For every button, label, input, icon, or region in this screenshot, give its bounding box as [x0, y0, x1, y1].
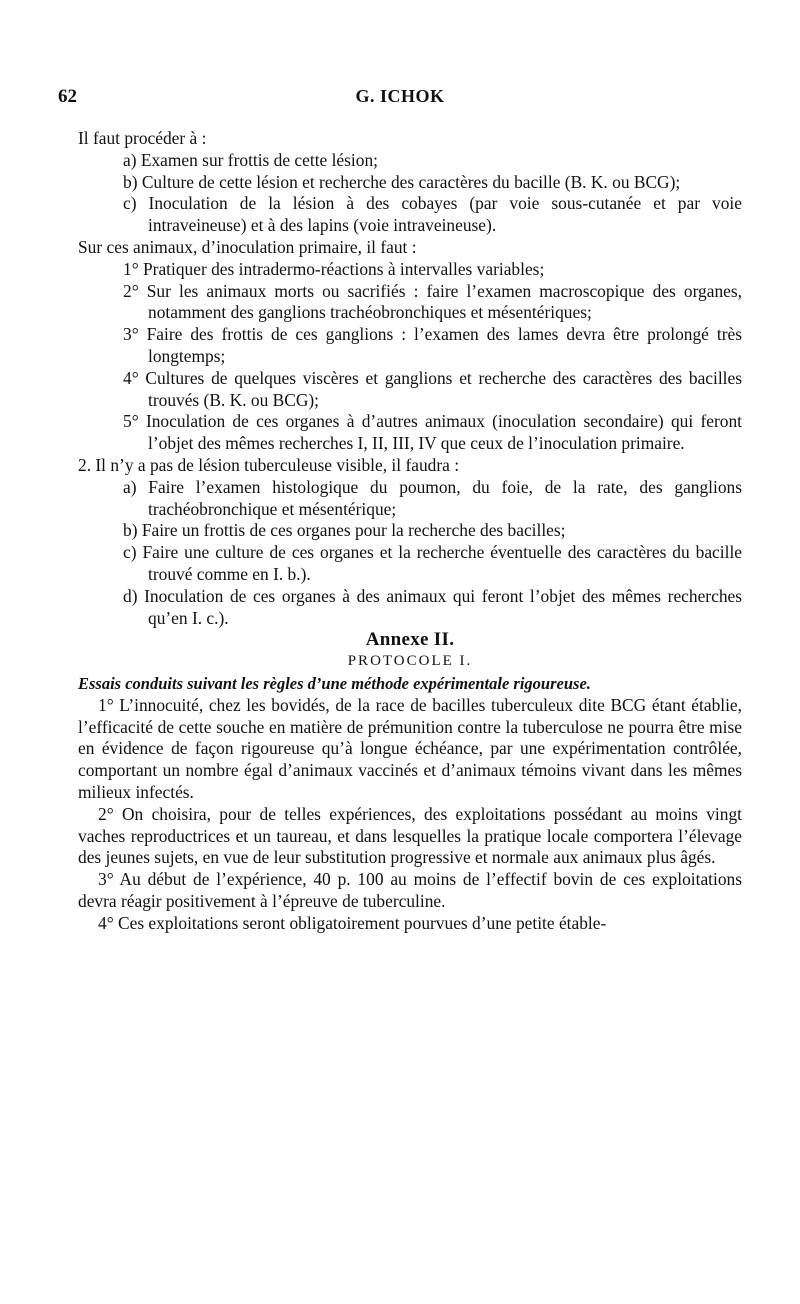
section2-intro: 2. Il n’y a pas de lésion tuberculeuse visible, il faudra :: [78, 454, 460, 475]
section1b-intro: Sur ces animaux, d’inoculation primaire, il faut :: [78, 236, 417, 257]
section2-item-d: d) Inoculation de ces organes à des animaux qui feront l’objet des mêmes recherches qu’en I. c.).: [123, 585, 742, 628]
section2-item-c: c) Faire une culture de ces organes et la recherche éventuelle des caractères du bacille trouvé comme en I. b.).: [123, 542, 742, 584]
section1b-item-3: 3° Faire des frottis de ces ganglions : l’examen des lames devra être prolongé très longtemps;: [123, 324, 742, 366]
section1-item-c: c) Inoculation de la lésion à des cobayes (par voie sous-cutanée et par voie intraveineuse) et à des lapins (voie intraveineuse).: [123, 193, 742, 236]
page-number: 62: [58, 86, 77, 107]
section2-item-b: b) Faire un frottis de ces organes pour la recherche des bacilles;: [123, 520, 566, 541]
protocole-heading: PROTOCOLE I.: [347, 653, 473, 670]
running-head: G. ICHOK: [355, 86, 445, 106]
section1b-item-2: 2° Sur les animaux morts ou sacrifiés : faire l’examen macroscopique des organes, notamment des ganglions trachéobronchiques et mésentériques;: [123, 280, 742, 323]
page-header: [0, 86, 800, 110]
section1-intro: Il faut procéder à :: [78, 128, 207, 148]
section1-item-a: a) Examen sur frottis de cette lésion;: [123, 149, 378, 170]
annexe-paragraph-3: 3° Au début de l’expérience, 40 p. 100 au moins de l’effectif bovin de ces exploitations devra réagir positivement à l’épreuve de tuberculine.: [78, 869, 742, 911]
section1b-item-1: 1° Pratiquer des intradermo-réactions à intervalles variables;: [123, 258, 545, 279]
annexe-paragraph-1: 1° L’innocuité, chez les bovidés, de la race de bacilles tuberculeux dite BCG étant établie, l’efficacité de cette souche en matière de prémunition contre la tuberculose ne pourra être mise en évidence de façon rigoureuse qu’à longue échéance, par une expérimentation contrôlée, comportant un nombre égal d’animaux vaccinés et d’animaux témoins vivant dans les mêmes milieux infectés.: [78, 694, 742, 802]
section1b-item-5: 5° Inoculation de ces organes à d’autres animaux (inoculation secondaire) qui feront l’objet des mêmes recherches I, II, III, IV que ceux de l’inoculation primaire.: [123, 411, 742, 454]
annexe-subtitle: Essais conduits suivant les règles d’une méthode expérimentale rigoureuse.: [78, 673, 591, 693]
annexe-title: Annexe II.: [365, 629, 455, 651]
page-body: [78, 128, 742, 934]
section1b-item-4: 4° Cultures de quelques viscères et ganglions et recherche des caractères des bacilles trouvés (B. K. ou BCG);: [123, 367, 742, 410]
section1-item-b: b) Culture de cette lésion et recherche des caractères du bacille (B. K. ou BCG);: [123, 171, 681, 192]
annexe-paragraph-4: 4° Ces exploitations seront obligatoirement pourvues d’une petite étable-: [98, 912, 607, 933]
annexe-paragraph-2: 2° On choisira, pour de telles expériences, des exploitations possédant au moins vingt vaches reproductrices et un taureau, et dans lesquelles la pratique locale comportera l’élevage des jeunes sujets, en vue de leur substitution progressive et normale aux animaux plus âgés.: [78, 803, 742, 868]
section2-item-a: a) Faire l’examen histologique du poumon, du foie, de la rate, des ganglions trachéobronchique et mésentérique;: [123, 476, 742, 519]
